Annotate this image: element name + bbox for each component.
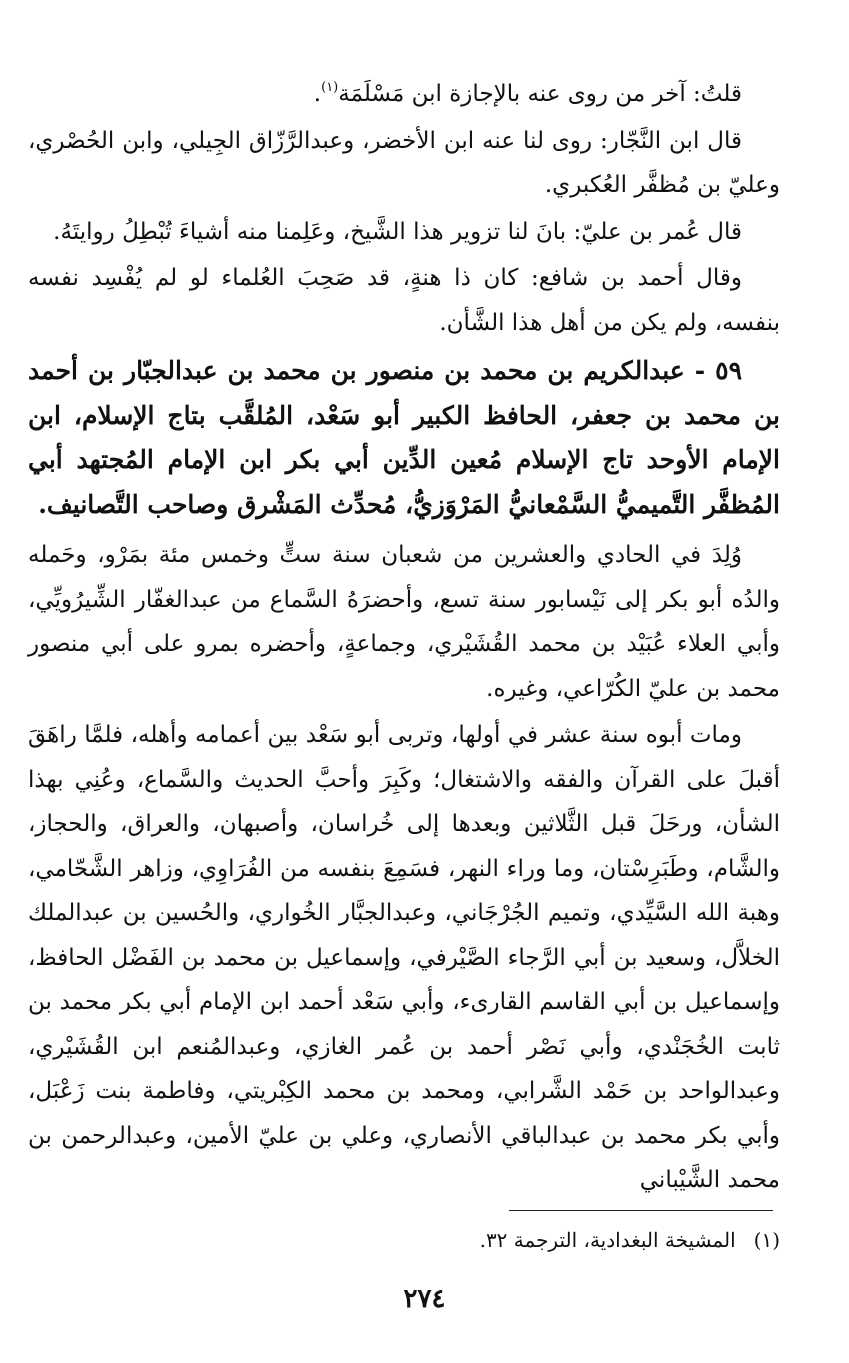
footnote bbox=[60, 1225, 780, 1255]
entry-heading: ٥٩ - عبدالكريم بن محمد بن منصور بن محمد بن عبدالجبّار بن أحمد بن محمد بن جعفر، الحافظ الكبير أبو سَعْد، المُلقَّب بتاج الإسلام، ابن الإمام الأوحد تاج الإسلام مُعين الدِّين أبي بكر ابن الإمام المُجتهد أبي المُظفَّر التَّميميُّ السَّمْعانيُّ المَرْوَزيُّ، مُحدِّث المَشْرق وصاحب التَّصانيف. bbox=[28, 356, 780, 519]
paragraph-umar-ibn-ali: قال عُمر بن عليّ: بانَ لنا تزوير هذا الشَّيخ، وعَلِمنا منه أشياءَ تُبْطِلُ روايتَهُ. bbox=[53, 218, 742, 245]
paragraph-ahmad-ibn-shafi: وقال أحمد بن شافع: كان ذا هنةٍ، قد صَحِبَ العُلماء لو لم يُفْسِد نفسه بنفسه، ولم يكن من أهل هذا الشَّأن. bbox=[28, 265, 780, 336]
paragraph-ibn-maslama bbox=[28, 72, 780, 117]
paragraph-ibn-najjar: قال ابن النَّجّار: روى لنا عنه ابن الأخضر، وعبدالرَّزّاق الجِيلي، وابن الحُصْري، وعليّ بن مُظفَّر العُكبري. bbox=[28, 127, 780, 198]
footnote-reference: (١) bbox=[321, 80, 339, 95]
paragraph-education: ومات أبوه سنة عشر في أولها، وتربى أبو سَعْد بين أعمامه وأهله، فلمَّا راهَقَ أقبلَ على القرآن والفقه والاشتغال؛ وكَبِرَ وأحبَّ الحديث والسَّماع، وعُنِي بهذا الشأن، ورحَلَ قبل الثَّلاثين وبعدها إلى خُراسان، وأصبهان، والعراق، والحجاز، والشَّام، وطَبَرِسْتان، وما وراء النهر، فسَمِعَ بنفسه من الفُرَاوِي، وزاهر الشَّحّامي، وهبة الله السَّيِّدي، وتميم الجُرْجَاني، وعبدالجبَّار الخُواري، والحُسين بن عبدالملك الخلاَّل، وسعيد بن أبي الرَّجاء الصَّيْرفي، وإسماعيل بن محمد بن الفَضْل الحافظ، وإسماعيل بن أبي القاسم القارىء، وأبي سَعْد أحمد ابن الإمام أبي بكر محمد بن ثابت الخُجَنْدي، وأبي نَصْر أحمد بن عُمر الغازي، وعبدالمُنعم ابن القُشَيْري، وعبدالواحد بن حَمْد الشَّرابي، ومحمد بن محمد الكِبْريتي، وفاطمة بنت زَعْبَل، وأبي بكر محمد بن عبدالباقي الأنصاري، وعلي بن عليّ الأمين، وعبدالرحمن بن محمد الشَّيْباني bbox=[28, 722, 780, 1193]
paragraph-birth: وُلِدَ في الحادي والعشرين من شعبان سنة ستٍّ وخمس مئة بمَرْو، وحَمله والدُه أبو بكر إلى نَيْسابور سنة تسع، وأحضرَهُ السَّماع من عبدالغفّار الشِّيرُويِّي، وأبي العلاء عُبَيْد بن محمد القُشَيْري، وجماعةٍ، وأحضره بمرو على أبي منصور محمد بن عليّ الكُرّاعي، وغيره. bbox=[28, 542, 780, 702]
paragraph-text: قلتُ: آخر من روى عنه بالإجازة ابن مَسْلَمَة bbox=[338, 81, 742, 107]
page-number: ٢٧٤ bbox=[403, 1284, 446, 1314]
paragraph-tail: . bbox=[313, 81, 322, 107]
footnote-separator bbox=[509, 1210, 773, 1211]
page-body bbox=[28, 72, 780, 1203]
footnote-text: المشيخة البغدادية، الترجمة ٣٢. bbox=[479, 1228, 736, 1252]
footnote-number: (١) bbox=[753, 1228, 780, 1252]
